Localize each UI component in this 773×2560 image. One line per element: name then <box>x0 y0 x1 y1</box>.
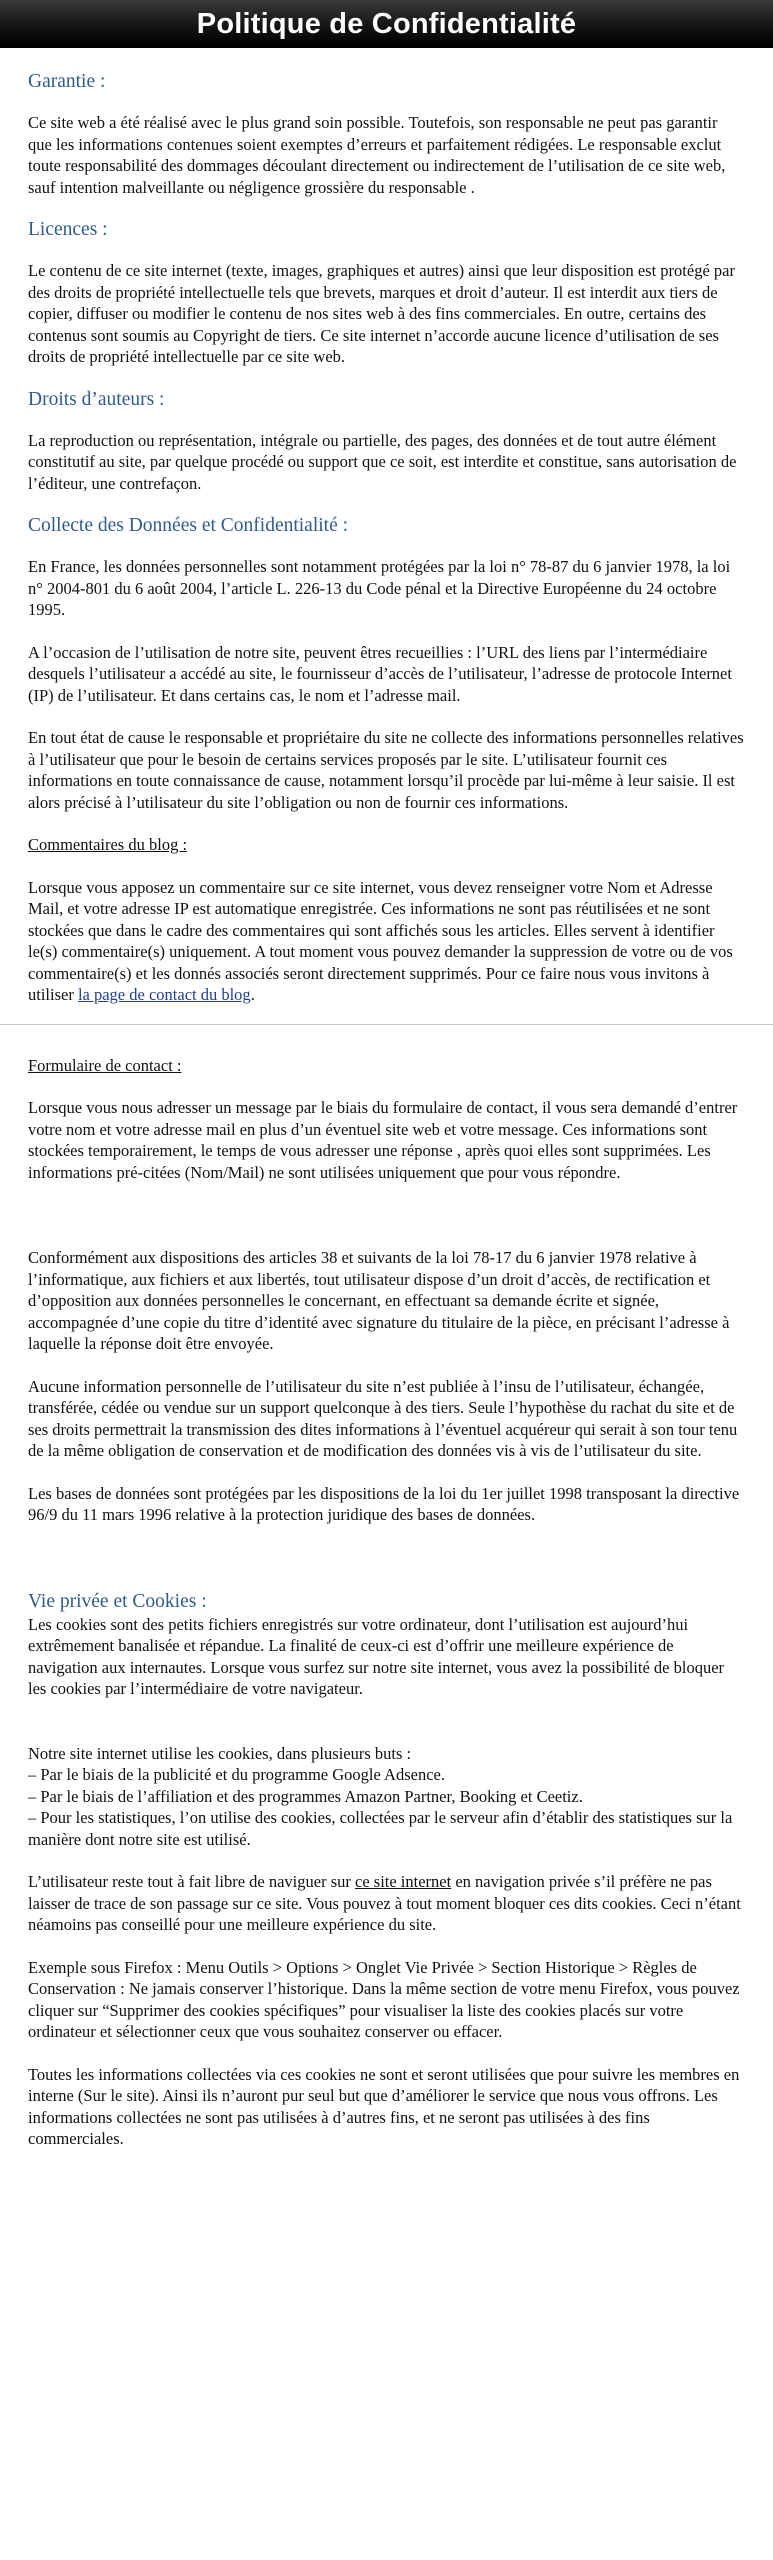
section-heading-licences: Licences : <box>28 219 108 240</box>
contact-paragraph-1: Lorsque vous nous adresser un message par le biais du formulaire de contact, il vous sera demandé d’entrer votre nom et votre adresse mail en plus d’un éventuel site web et votre message. Ces informations sont stockées temporairement, le temps de vous adresser une réponse , après quoi elles sont supprimées. Les informations pré-citées (Nom/Mail) ne sont utilisées uniquement que pour vous répondre. <box>28 1098 738 1182</box>
contact-paragraph-2: Conformément aux dispositions des articles 38 et suivants de la loi 78-17 du 6 janvier 1978 relative à l’informatique, aux fichiers et aux libertés, tout utilisateur dispose d’un droit d’accès, de rectification et d’opposition aux données personnelles le concernant, en effectuant sa demande écrite et signée, accompagnée d’une copie du titre d’identité avec signature du titulaire de la pièce, en précisant l’adresse à laquelle la réponse doit être envoyée. <box>28 1248 730 1353</box>
site-link[interactable]: ce site internet <box>355 1872 452 1891</box>
list-item: – Par le biais de la publicité et du programme Google Adsence. <box>28 1765 445 1784</box>
blog-paragraph-text: Lorsque vous apposez un commentaire sur ce site internet, vous devez renseigner votre Nom et Adresse Mail, et votre adresse IP est automatique enregistrée. Ces informations ne sont pas réutilisées et ne sont stockées que dans le cadre des commentaires qui sont affichés sous les articles. Elles servent à identifier le(s) commentaire(s) uniquement. A tout moment vous pouvez demander la suppression de votre ou de vos commentaire(s) et les donnés associés seront directement supprimés. Pour ce faire nous vous invitons à utiliser <box>28 877 733 1004</box>
cookies-paragraph-1: Les cookies sont des petits fichiers enregistrés sur votre ordinateur, dont l’utilisation est aujourd’hui extrêmement banalisée et répandue. La finalité de ceux-ci est d’offrir une meilleure expérience de navigation aux internautes. Lorsque vous surfez sur notre site internet, vous avez la possibilité de bloquer les cookies par l’intermédiaire de votre navigateur. <box>28 1614 725 1698</box>
blog-paragraph-end: . <box>250 985 255 1004</box>
contact-paragraph-3: Aucune information personnelle de l’utilisateur du site n’est publiée à l’insu de l’utilisateur, échangée, transférée, cédée ou vendue sur un support quelconque à des tiers. Seule l’hypothèse du rachat du site et de ses droits permettrait la transmission des dites informations à l’éventuel acquéreur qui serait à son tour tenu de la même obligation de conservation et de modification des données vis à vis de l’utilisateur du site. <box>28 1376 738 1460</box>
blog-contact-link[interactable]: la page de contact du blog <box>77 985 251 1004</box>
blog-paragraph <box>28 877 745 1006</box>
policy-content <box>0 48 773 1006</box>
section-heading-garantie: Garantie : <box>28 71 106 92</box>
cookies-paragraph-3-a: L’utilisateur reste tout à fait libre de naviguer sur <box>28 1872 355 1891</box>
collecte-paragraph-2: A l’occasion de l’utilisation de notre site, peuvent êtres recueillies : l’URL des liens par l’intermédiaire desquels l’utilisateur a accédé au site, le fournisseur d’accès de l’utilisateur, l’adresse de protocole Internet (IP) de l’utilisateur. Et dans certains cas, le nom et l’adresse mail. <box>28 642 732 705</box>
section-heading-blog: Commentaires du blog : <box>28 835 188 854</box>
section-heading-cookies: Vie privée et Cookies : <box>28 1590 207 1612</box>
garantie-paragraph: Ce site web a été réalisé avec le plus grand soin possible. Toutefois, son responsable ne peut pas garantir que les informations contenues soient exemptes d’erreurs et parfaitement rédigées. Le responsable exclut toute responsabilité des dommages découlant directement ou indirectement de l’utilisation de ce site web, sauf intention malveillante ou négligence grossière du responsable . <box>28 113 726 197</box>
cookies-paragraph-3-b: en navigation privée s’il préfère ne pas laisser de trace de son passage sur ce site. Vous pouvez à tout moment bloquer ces dits cookies. Ceci n’étant néamoins pas conseillé pour une meilleure expérience du site. <box>28 1872 741 1934</box>
cookies-paragraph-4: Exemple sous Firefox : Menu Outils > Options > Onglet Vie Privée > Section Historique > Règles de Conservation : Ne jamais conserver l’historique. Dans la même section de votre menu Firefox, vous pouvez cliquer sur “Supprimer des cookies spécifiques” pour visualiser la liste des cookies placés sur votre ordinateur et sélectionner ceux que vous souhaitez conserver ou effacer. <box>28 1957 740 2041</box>
page-title: Politique de Confidentialité <box>0 0 773 48</box>
section-heading-collecte: Collecte des Données et Confidentialité : <box>28 515 349 536</box>
droits-paragraph: La reproduction ou représentation, intégrale ou partielle, des pages, des données et de tout autre élément constitutif au site, par quelque procédé ou support que ce soit, est interdite et constitue, sans autorisation de l’éditeur, une contrefaçon. <box>28 430 737 493</box>
licences-paragraph: Le contenu de ce site internet (texte, images, graphiques et autres) ainsi que leur disposition est protégé par des droits de propriété intellectuelle tels que brevets, marques et droit d’auteur. Il est interdit aux tiers de copier, diffuser ou modifier le contenu de nos sites web à des fins commerciales. En outre, certains des contenus sont soumis au Copyright de tiers. Ce site internet n’accorde aucune licence d’utilisation de ses droits de propriété intellectuelle par ce site web. <box>28 261 735 366</box>
section-heading-droits: Droits d’auteurs : <box>28 388 165 410</box>
contact-paragraph-4: Les bases de données sont protégées par les dispositions de la loi du 1er juillet 1998 transposant la directive 96/9 du 11 mars 1996 relative à la protection juridique des bases de données. <box>28 1483 740 1524</box>
collecte-paragraph-1: En France, les données personnelles sont notamment protégées par la loi n° 78-87 du 6 janvier 1978, la loi n° 2004-801 du 6 août 2004, l’article L. 226-13 du Code pénal et la Directive Européenne du 24 octobre 1995. <box>28 557 731 619</box>
section-heading-contact: Formulaire de contact : <box>28 1055 182 1075</box>
cookies-paragraph-3 <box>28 1871 745 1936</box>
cookies-uses-intro: Notre site internet utilise les cookies, dans plusieurs buts : <box>28 1743 412 1763</box>
collecte-paragraph-3: En tout état de cause le responsable et propriétaire du site ne collecte des informations personnelles relatives à l’utilisateur que pour le besoin de certains services proposés par le site. L’utilisateur fournit ces informations en toute connaissance de cause, notamment lorsqu’il procède par lui-même à leur saisie. Il est alors précisé à l’utilisateur du site l’obligation ou non de fournir ces informations. <box>28 728 744 812</box>
cookies-uses-list <box>28 1764 745 1850</box>
cookies-paragraph-5: Toutes les informations collectées via ces cookies ne sont et seront utilisées que pour suivre les membres en interne (Sur le site). Ainsi ils n’auront pur seul but que d’améliorer le service que nous vous offrons. Les informations collectées ne sont pas utilisées à d’autres fins, et ne seront pas utilisées à des fins commerciales. <box>28 2064 740 2148</box>
list-item: – Pour les statistiques, l’on utilise des cookies, collectées par le serveur afin d’établir des statistiques sur la manière dont notre site est utilisé. <box>28 1808 733 1849</box>
policy-content-lower <box>0 1025 773 2150</box>
list-item: – Par le biais de l’affiliation et des programmes Amazon Partner, Booking et Ceetiz. <box>28 1786 583 1806</box>
